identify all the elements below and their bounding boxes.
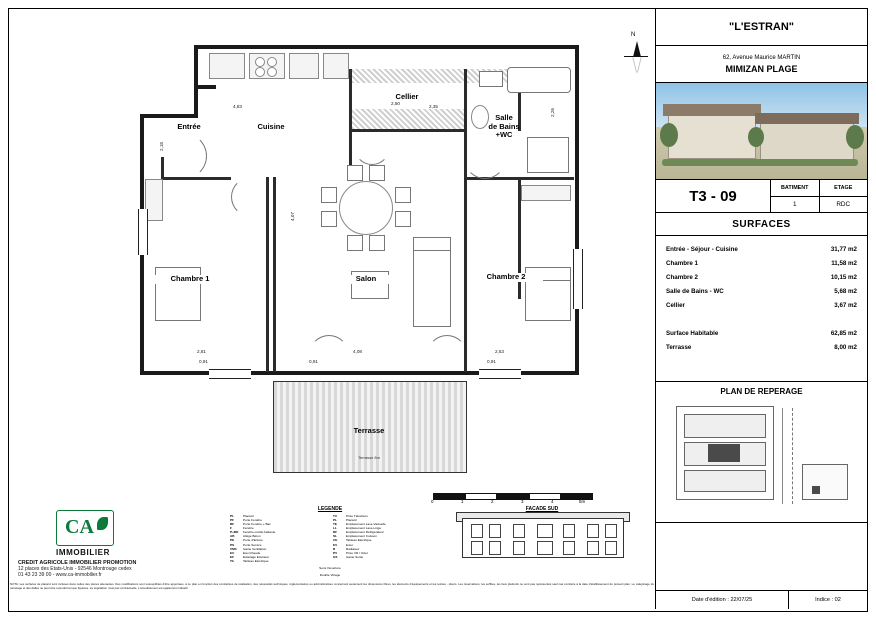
legal-notes: NOTA: Les surfaces de placard sont incluses dans celles des pièces attenantes. Des modifications sont susceptibles d'être apportées, à ce plan en fonction des contraintes de réalisation, des nécessités techniques, réglementaires ou administratives concernant seulement les dimensions libres, les éléments d'équipements et les teintes - divers. Les réservations, les soffites, les faux plafonds ne sont pas représentés sauf cas contraire à la date d'établissement du présent plan. Le calepinage du carrelage et des dalles ne peut être reproduit tel que figurées. La végétation n'est pas contractuelle. L'ameublement est également indicatif. <box>10 582 654 590</box>
site-highlight-lot <box>708 444 740 462</box>
room-label-cellier: Cellier <box>395 92 419 101</box>
scale-segment-4 <box>529 493 561 500</box>
legend-item: TV Prise Télévision <box>333 514 368 518</box>
room-label-sdb-line1: Salle <box>495 113 513 122</box>
legend-block <box>230 506 430 584</box>
legend-item-text: Placard <box>243 514 254 518</box>
door-cellier <box>354 129 390 165</box>
surface-value: 11,58 m2 <box>831 260 857 267</box>
scale-tick-0: 0 <box>431 499 434 504</box>
facade-window <box>563 524 575 538</box>
legend-item: PE Porte d'Entrée <box>230 538 263 543</box>
site-annex <box>802 464 848 500</box>
window-chambre2 <box>479 369 521 379</box>
lot-reference-row <box>656 180 867 213</box>
scale-tick-2: 2 <box>491 499 494 504</box>
surfaces-header: SURFACES <box>656 213 867 236</box>
legend-item-text: Placard <box>346 518 357 523</box>
dining-chair-8 <box>369 235 385 251</box>
surface-value: 31,77 m2 <box>830 246 857 253</box>
dining-chair-2 <box>321 211 337 227</box>
wall-entry-left <box>194 45 198 118</box>
compass-north-label: N <box>631 32 636 38</box>
legend-item-text: Prise Télévision <box>346 514 368 518</box>
cooktop-burner-3 <box>255 67 265 77</box>
project-title: "L'ESTRAN" <box>656 9 867 46</box>
legend-item-text: Porte Service <box>243 542 262 547</box>
legend-item: R Radiateur <box>333 546 360 551</box>
legend-item-text: Fenêtre oscillo-battante <box>243 530 276 535</box>
door-chambre1 <box>231 177 271 217</box>
total-row <box>666 330 857 337</box>
wall-left-top <box>140 114 196 118</box>
legend-item: SL Emplacement Cuisson <box>333 534 377 539</box>
company-name: IMMOBILIER <box>56 548 110 557</box>
company-address-1: 12 places des Etats-Unis - 92546 Montrouge cedex <box>18 566 132 572</box>
etage-value: RDC <box>836 200 851 208</box>
legend-item: BF Porte Fenêtre + Bac <box>230 522 271 527</box>
cooktop-burner-4 <box>267 67 277 77</box>
total-label: Terrasse <box>666 344 692 351</box>
legend-item: PF Porte Fenêtre <box>230 518 262 523</box>
legend-item-text: Gaine Sortie <box>346 554 364 559</box>
title-block <box>655 9 867 609</box>
dim-chambre1-bottom: 2,81 <box>197 349 206 354</box>
photo-hedge <box>662 159 858 166</box>
legend-item-text: Porte Fenêtre <box>243 518 262 523</box>
dining-table <box>339 181 393 235</box>
hatch-cellier-top <box>352 69 464 83</box>
window-chambre2-east <box>573 249 583 309</box>
plan-reperage-caption: PLAN DE REPERAGE <box>720 387 803 396</box>
door-sdb <box>464 137 506 179</box>
room-label-sdb <box>475 114 533 140</box>
legend-item-text: Eau Chaude <box>243 550 261 555</box>
total-value: 62,85 m2 <box>830 330 857 337</box>
legend-item-text: Eclairage Extérieur <box>243 554 270 559</box>
surfaces-table <box>656 236 867 382</box>
dim-small-right: 0,91 <box>487 359 496 364</box>
total-row <box>666 344 857 351</box>
legend-item: LL Emplacement Lave-Linge <box>333 526 382 531</box>
company-legal-name: CREDIT AGRICOLE IMMOBILIER PROMOTION <box>18 560 137 566</box>
legend-item-text: Evier <box>346 542 354 547</box>
surface-label: Chambre 2 <box>666 274 698 281</box>
room-label-sdb-line2: de Bains <box>488 121 520 131</box>
legend-item: TA Tableau Electrique <box>230 558 269 563</box>
scale-tick-4: 4 <box>551 499 554 504</box>
closet-chambre2 <box>521 185 571 201</box>
legend-item-text: Radiateur <box>346 546 360 551</box>
legend-item-text: Prise VR / Volet <box>346 550 368 555</box>
facade-building <box>462 518 624 558</box>
dim-cuisine-top: 4,83 <box>233 104 242 109</box>
lot-code: T3 - 09 <box>689 187 737 205</box>
cooktop-burner-1 <box>255 57 265 67</box>
legend-item: PV Prise VR / Volet <box>333 550 368 555</box>
legend-item-text: Tableau Electrique <box>243 558 269 563</box>
legend-item-text: Emplacement Lave-Vaisselle <box>346 522 386 527</box>
legend-item: AB Allège Béton <box>230 534 261 539</box>
surface-row <box>666 246 857 253</box>
dining-chair-4 <box>395 211 411 227</box>
wall-entry-nib <box>194 85 216 89</box>
site-marker <box>812 486 820 494</box>
legend-item-text: Fenêtre <box>243 526 254 531</box>
project-photo <box>656 83 867 180</box>
legend-item: PL Placard <box>230 514 254 518</box>
facade-window <box>513 541 525 555</box>
dining-chair-5 <box>347 165 363 181</box>
site-road-edge <box>782 408 783 504</box>
address-city: MIMIZAN PLAGE <box>725 63 798 74</box>
surface-value: 10,15 m2 <box>830 274 857 281</box>
room-label-chambre1: Chambre 1 <box>153 275 227 284</box>
wall-chambre2-left <box>464 177 467 372</box>
bathtub <box>507 67 571 93</box>
room-label-cuisine: Cuisine <box>257 122 285 131</box>
door-chambre2-exterior <box>427 335 467 375</box>
legend-title: LEGENDE <box>317 506 343 512</box>
facade-window <box>489 541 501 555</box>
site-building-a <box>684 414 766 438</box>
total-label: Surface Habitable <box>666 330 719 337</box>
door-salon-terrasse <box>309 335 349 375</box>
legend-item: CE Tableau Electrique <box>333 538 372 543</box>
legend-item: F Fenêtre <box>230 526 254 531</box>
photo-tree <box>846 125 864 149</box>
legend-item-text: Porte Fenêtre + Bac <box>243 522 271 527</box>
plan-reperage-drawing <box>662 398 861 516</box>
dim-chambre2-bottom: 2,53 <box>495 349 504 354</box>
facade-window <box>513 524 525 538</box>
window-chambre1-west <box>138 209 148 255</box>
dim-small-mid: 0,91 <box>309 359 318 364</box>
dim-salon-vertical: 4,07 <box>290 212 295 221</box>
wall-top <box>194 45 579 49</box>
surface-value: 3,67 m2 <box>834 302 857 309</box>
legend-item: PL Placard <box>333 518 357 523</box>
surface-label: Chambre 1 <box>666 260 698 267</box>
dim-small-left: 0,91 <box>199 359 208 364</box>
legend-item-text: Emplacement Lave-Linge <box>346 526 382 531</box>
dim-sdb-right: 2,26 <box>550 108 555 117</box>
scale-segment-3 <box>497 493 529 500</box>
etage-header: ETAGE <box>834 184 853 191</box>
facade-window <box>587 541 599 555</box>
legend-item: EV Evier <box>333 542 354 547</box>
legend-item: GS Gaine Sortie <box>333 554 364 559</box>
room-label-salon: Salon <box>339 275 393 284</box>
surface-label: Salle de Bains - WC <box>666 288 724 295</box>
address-street: 62, Avenue Maurice MARTIN <box>722 54 801 61</box>
surface-label: Cellier <box>666 302 685 309</box>
company-logo-block <box>16 506 226 586</box>
legend-column-2 <box>333 514 425 563</box>
company-legal <box>18 560 136 578</box>
dining-chair-7 <box>347 235 363 251</box>
dim-salon-bottom: 4,08 <box>353 349 362 354</box>
facade-window <box>605 541 617 555</box>
wall-chambre1-top <box>161 177 231 180</box>
company-address-2: 01 43 23 39 00 - www.ca-immobilier.fr <box>18 572 102 578</box>
scale-bar <box>431 493 593 504</box>
facade-window <box>587 524 599 538</box>
facade-block <box>442 506 642 576</box>
legend-item: P+BD Fenêtre oscillo-battante <box>230 530 276 535</box>
indice: Indice : 02 <box>815 597 841 603</box>
legend-item-text: Emplacement Réfrigérateur <box>346 530 384 535</box>
photo-tree <box>748 127 764 147</box>
room-label-terrasse: Terrasse <box>353 426 385 435</box>
compass-needle-south <box>633 57 641 73</box>
room-label-sdb-line3: +WC <box>495 130 513 140</box>
scale-tick-3: 3 <box>521 499 524 504</box>
surface-row <box>666 302 857 309</box>
legend-item-text: Gaine Ventilation <box>243 546 267 551</box>
site-building-c <box>684 470 766 492</box>
legend-symbol-1: Sens Ouverture <box>319 565 341 570</box>
legend-item-text: Porte d'Entrée <box>243 538 263 543</box>
wall-salon-left <box>273 177 276 372</box>
legend-symbol-2: Double Vitrage <box>319 572 341 577</box>
plan-reperage-block <box>656 382 867 523</box>
legend-item: VMC Gaine Ventilation <box>230 546 267 551</box>
surface-row <box>666 288 857 295</box>
legend-item-text: Emplacement Cuisson <box>346 534 377 539</box>
dining-chair-6 <box>369 165 385 181</box>
credit-agricole-logo-icon: CA <box>56 510 114 546</box>
title-block-footer <box>656 590 867 609</box>
washbasin <box>479 71 503 87</box>
room-label-chambre2: Chambre 2 <box>469 273 543 282</box>
facade-window <box>471 541 483 555</box>
legend-item: TE Emplacement Lave-Vaisselle <box>333 522 386 527</box>
legend-item: PS Porte Service <box>230 542 262 547</box>
facade-caption: FACADE SUD <box>525 506 559 512</box>
dim-cellier-width: 2,50 <box>391 101 400 106</box>
facade-window <box>537 541 553 555</box>
cooktop-burner-2 <box>267 57 277 67</box>
window-chambre1 <box>209 369 251 379</box>
scale-tick-1: 1 <box>461 499 464 504</box>
dim-cellier-top: 2,35 <box>429 104 438 109</box>
leaf-icon <box>97 517 108 530</box>
total-value: 8,00 m2 <box>834 344 857 351</box>
surface-row <box>666 260 857 267</box>
site-road-centerline <box>792 408 793 504</box>
surface-row <box>666 274 857 281</box>
legend-item-text: Allège Béton <box>243 534 261 539</box>
batiment-value: 1 <box>771 197 820 213</box>
facade-window <box>489 524 501 538</box>
legend-item-text: Tableau Electrique <box>346 538 372 543</box>
kitchen-counter-2 <box>249 53 285 79</box>
scale-tick-5: 5m <box>579 499 586 504</box>
room-label-entree: Entrée <box>177 122 201 131</box>
dining-chair-1 <box>321 187 337 203</box>
wall-right <box>575 45 579 375</box>
hatch-cellier-bottom <box>352 109 464 129</box>
legend-item: EF Eclairage Extérieur <box>230 554 270 559</box>
facade-window <box>471 524 483 538</box>
dining-chair-3 <box>395 187 411 203</box>
photo-building-right <box>760 121 854 161</box>
kitchen-counter-1 <box>209 53 245 79</box>
facade-window <box>605 524 617 538</box>
sofa <box>413 249 451 327</box>
photo-tree <box>660 123 678 147</box>
north-compass <box>622 32 654 77</box>
surface-value: 5,68 m2 <box>834 288 857 295</box>
kitchen-sink <box>323 53 349 79</box>
facade-window <box>563 541 575 555</box>
compass-needle-north <box>633 41 641 57</box>
facade-window <box>537 524 553 538</box>
dim-chambre1-left: 2,18 <box>159 142 164 151</box>
shower <box>527 137 569 173</box>
surface-label: Entrée - Séjour - Cuisine <box>666 246 738 253</box>
legend-item: RF Emplacement Réfrigérateur <box>333 530 384 535</box>
door-entree <box>161 133 207 179</box>
legend-item: EC Eau Chaude <box>230 550 261 555</box>
kitchen-counter-3 <box>289 53 319 79</box>
project-address <box>656 46 867 83</box>
terrasse-sub-label: Terrasse 8m <box>357 455 380 460</box>
batiment-header: BATIMENT <box>771 180 820 196</box>
edition-date: Date d'édition : 22/07/25 <box>656 591 789 609</box>
scale-segment-5 <box>561 493 593 500</box>
photo-building-left <box>668 113 756 159</box>
legend-column-1 <box>230 514 330 563</box>
sideboard <box>413 237 451 251</box>
